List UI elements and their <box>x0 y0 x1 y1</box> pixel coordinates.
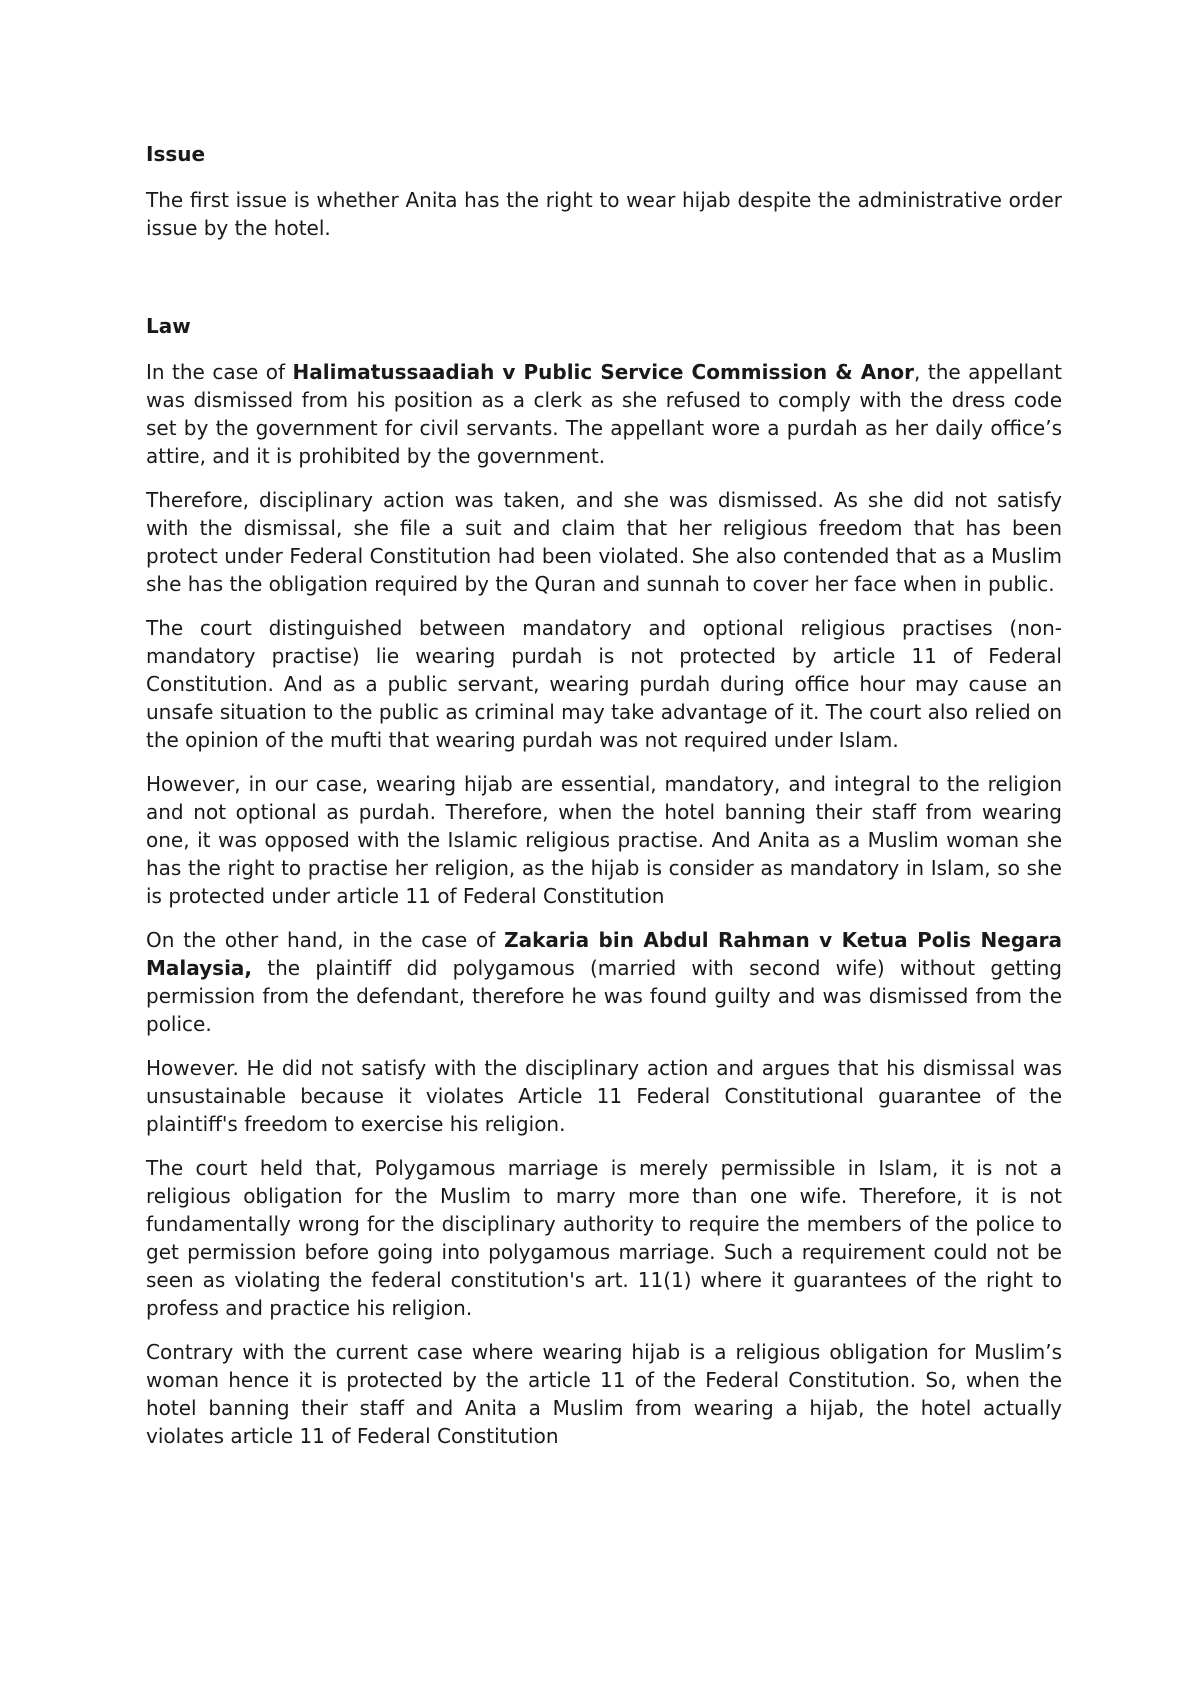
case-name-halimatussaadiah: Halimatussaadiah v Public Service Commission & Anor <box>292 360 915 384</box>
law-paragraph-1 <box>146 358 1062 470</box>
law-p5-lead: On the other hand, in the case of <box>146 928 505 952</box>
document-page <box>146 140 1062 1466</box>
law-paragraph-5 <box>146 926 1062 1038</box>
law-heading: Law <box>146 314 191 338</box>
law-p1-rest: , the appellant was dismissed from his position as a clerk as she refused to comply with the dress code set by the government for civil servants. The appellant wore a purdah as her daily office’s attire, and it is prohibited by the government. <box>146 360 1062 468</box>
law-paragraph-4: However, in our case, wearing hijab are essential, mandatory, and integral to the religion and not optional as purdah. Therefore, when the hotel banning their staff from wearing one, it was opposed with the Islamic religious practise. And Anita as a Muslim woman she has the right to practise her religion, as the hijab is consider as mandatory in Islam, so she is protected under article 11 of Federal Constitution <box>146 772 1062 908</box>
law-paragraph-7: The court held that, Polygamous marriage is merely permissible in Islam, it is not a religious obligation for the Muslim to marry more than one wife. Therefore, it is not fundamentally wrong for the disciplinary authority to require the members of the police to get permission before going into polygamous marriage. Such a requirement could not be seen as violating the federal constitution's art. 11(1) where it guarantees of the right to profess and practice his religion. <box>146 1156 1062 1320</box>
law-paragraph-2: Therefore, disciplinary action was taken, and she was dismissed. As she did not satisfy with the dismissal, she file a suit and claim that her religious freedom that has been protect under Federal Constitution had been violated. She also contended that as a Muslim she has the obligation required by the Quran and sunnah to cover her face when in public. <box>146 488 1062 596</box>
case-name-zakaria: Zakaria bin Abdul Rahman v Ketua Polis Negara Malaysia, <box>146 928 1062 980</box>
law-p1-lead: In the case of <box>146 360 293 384</box>
law-p5-rest: the plaintiff did polygamous (married with second wife) without getting permission from the defendant, therefore he was found guilty and was dismissed from the police. <box>146 956 1062 1036</box>
law-paragraph-6: However. He did not satisfy with the disciplinary action and argues that his dismissal was unsustainable because it violates Article 11 Federal Constitutional guarantee of the plaintiff's freedom to exercise his religion. <box>146 1056 1062 1136</box>
issue-paragraph: The first issue is whether Anita has the right to wear hijab despite the administrative order issue by the hotel. <box>146 188 1062 240</box>
law-paragraph-3: The court distinguished between mandatory and optional religious practises (non-mandatory practise) lie wearing purdah is not protected by article 11 of Federal Constitution. And as a public servant, wearing purdah during office hour may cause an unsafe situation to the public as criminal may take advantage of it. The court also relied on the opinion of the mufti that wearing purdah was not required under Islam. <box>146 616 1062 752</box>
issue-heading: Issue <box>146 142 206 166</box>
law-paragraph-8: Contrary with the current case where wearing hijab is a religious obligation for Muslim’s woman hence it is protected by the article 11 of the Federal Constitution. So, when the hotel banning their staff and Anita a Muslim from wearing a hijab, the hotel actually violates article 11 of Federal Constitution <box>146 1340 1062 1448</box>
section-spacer <box>146 258 1062 312</box>
